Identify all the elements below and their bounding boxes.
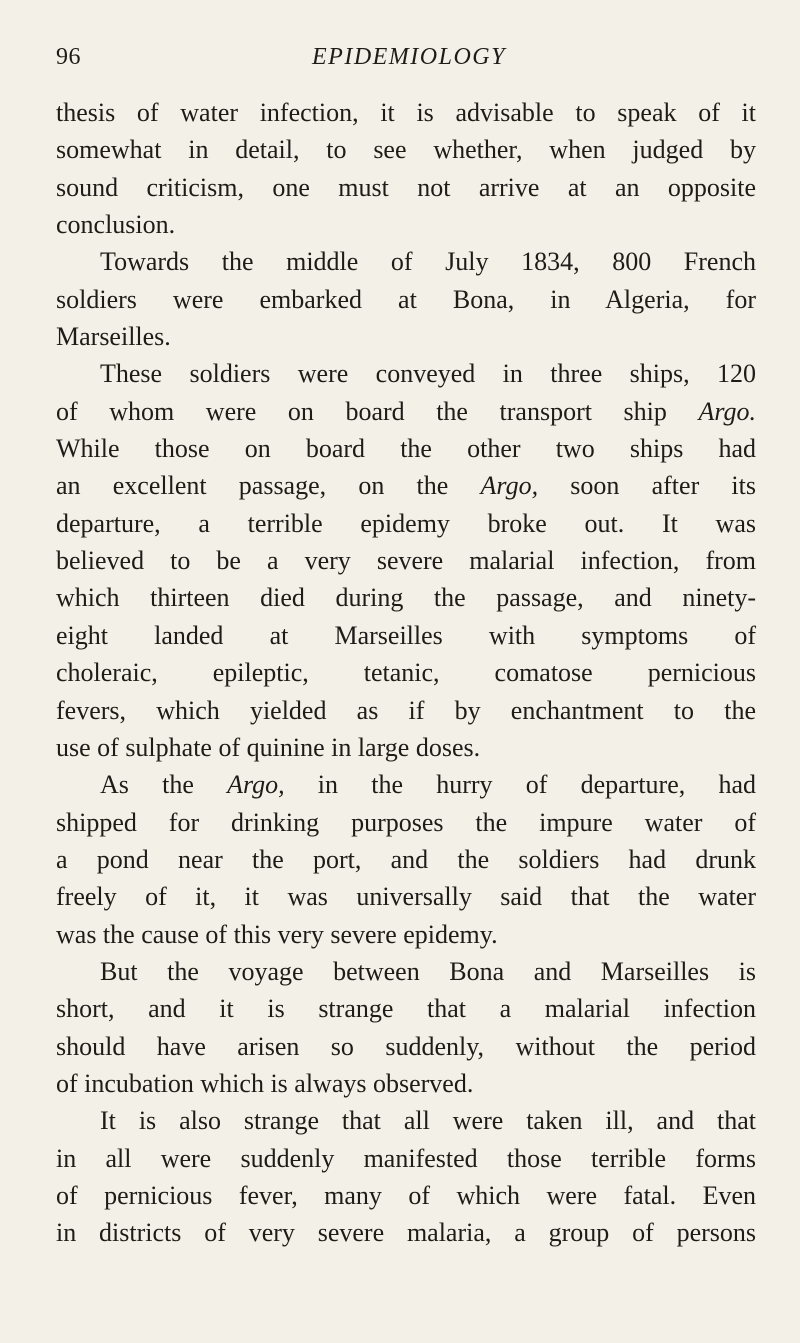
- running-title: EPIDEMIOLOGY: [312, 44, 506, 70]
- text-line-24: But the voyage between Bona and Marseilles is: [100, 956, 756, 986]
- text-line-12: departure, a terrible epidemy broke out. It was: [56, 508, 756, 538]
- text-line-5: Towards the middle of July 1834, 800 French: [100, 247, 756, 277]
- text-line-7: Marseilles.: [56, 322, 171, 352]
- text-line-20: shipped for drinking purposes the impure water of: [56, 807, 756, 837]
- text-line-29: in all were suddenly manifested those terrible forms: [56, 1143, 756, 1173]
- running-head: [56, 44, 756, 74]
- text-line-27: of incubation which is always observed.: [56, 1068, 474, 1098]
- text-line-1: thesis of water infection, it is advisable to speak of it: [56, 98, 756, 127]
- text-line-23: was the cause of this very severe epidemy.: [56, 919, 498, 949]
- text-line-30: of pernicious fever, many of which were fatal. Even: [56, 1180, 756, 1210]
- text-line-31: in districts of very severe malaria, a group of persons: [56, 1218, 756, 1248]
- text-line-15: eight landed at Marseilles with symptoms of: [56, 620, 756, 650]
- text-line-9: of whom were on board the transport ship Argo.: [56, 396, 756, 426]
- text-line-2: somewhat in detail, to see whether, when judged by: [56, 135, 756, 165]
- text-line-26: should have arisen so suddenly, without the period: [56, 1031, 756, 1061]
- text-line-13: believed to be a very severe malarial infection, from: [56, 546, 756, 576]
- text-line-11: an excellent passage, on the Argo, soon after its: [56, 471, 756, 501]
- text-line-3: sound criticism, one must not arrive at an opposite: [56, 172, 756, 202]
- text-line-8: These soldiers were conveyed in three ships, 120: [100, 359, 756, 389]
- text-line-17: fevers, which yielded as if by enchantment to the: [56, 695, 756, 725]
- page-number: 96: [56, 44, 81, 70]
- text-line-21: a pond near the port, and the soldiers had drunk: [56, 844, 756, 874]
- text-line-19: As the Argo, in the hurry of departure, had: [100, 770, 756, 800]
- text-line-14: which thirteen died during the passage, and ninety-: [56, 583, 756, 613]
- text-line-28: It is also strange that all were taken ill, and that: [100, 1106, 756, 1136]
- text-line-22: freely of it, it was universally said that the water: [56, 882, 756, 912]
- text-line-4: conclusion.: [56, 210, 176, 240]
- body-text: [56, 94, 756, 1252]
- text-line-18: use of sulphate of quinine in large doses.: [56, 732, 481, 762]
- text-line-6: soldiers were embarked at Bona, in Algeria, for: [56, 284, 756, 314]
- text-line-16: choleraic, epileptic, tetanic, comatose pernicious: [56, 658, 756, 688]
- text-line-10: While those on board the other two ships had: [56, 434, 756, 464]
- text-line-25: short, and it is strange that a malarial infection: [56, 994, 756, 1024]
